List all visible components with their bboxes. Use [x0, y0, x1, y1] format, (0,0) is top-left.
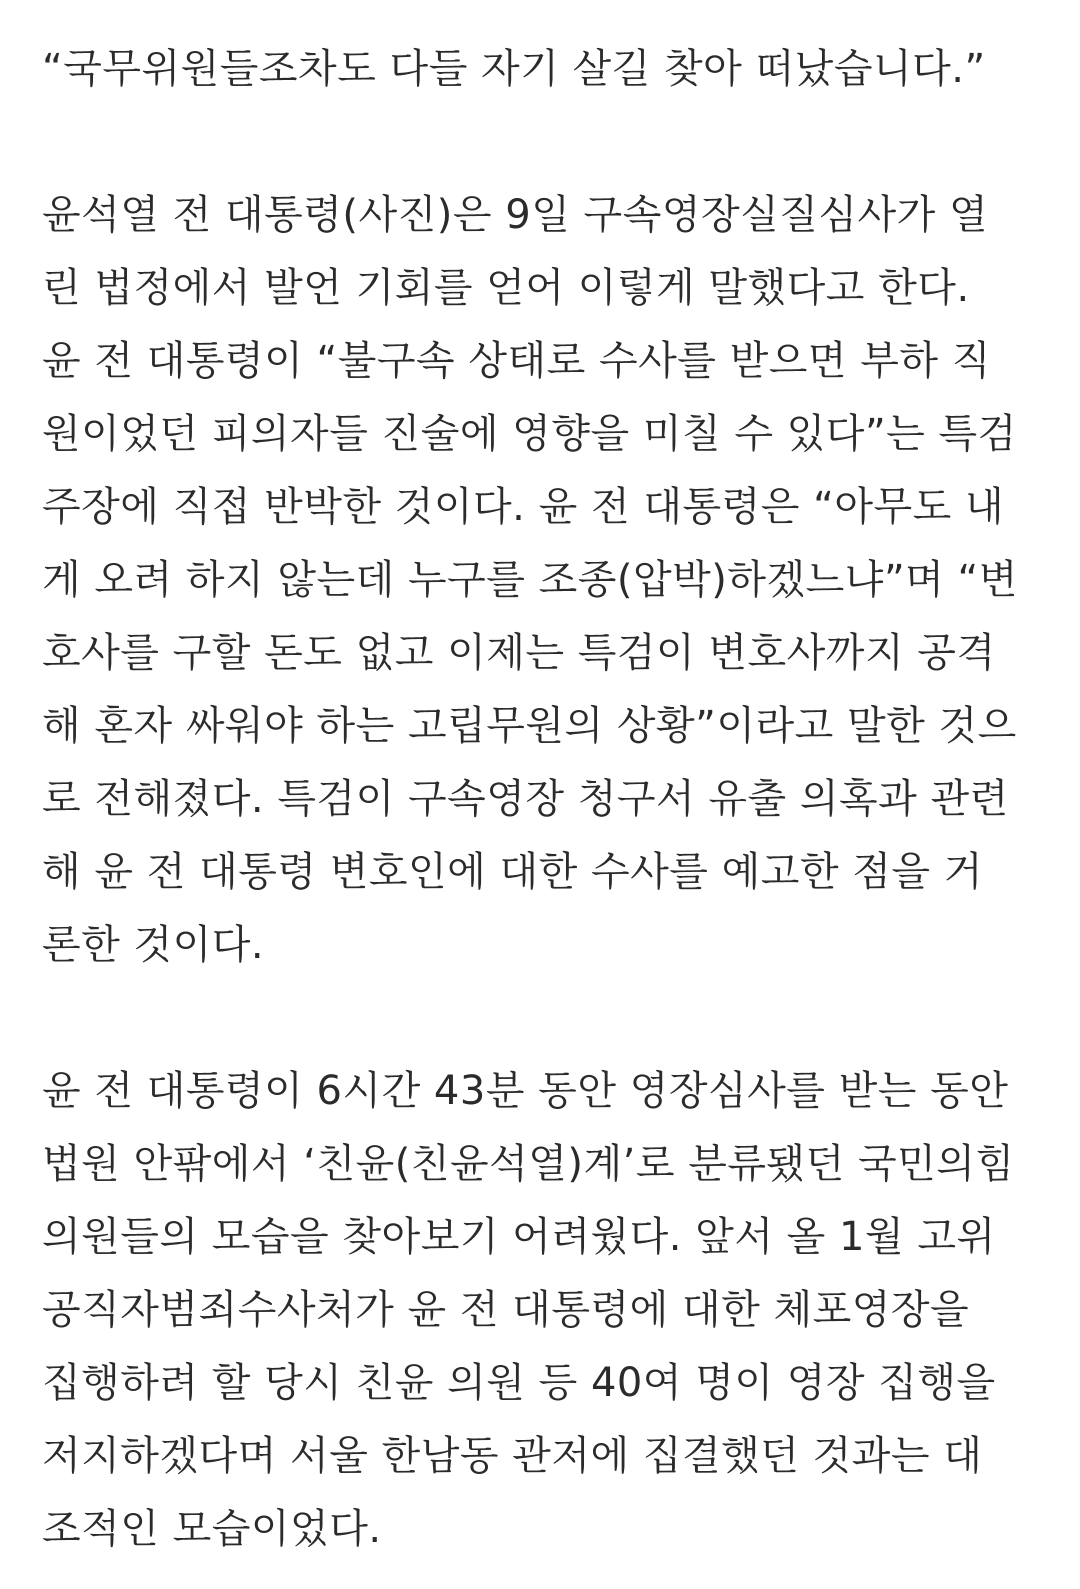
text-line: 원이었던 피의자들 진술에 영향을 미칠 수 있다”는 특검 — [42, 411, 1017, 457]
text-line: 로 전해졌다. 특검이 구속영장 청구서 유출 의혹과 관련 — [42, 776, 1009, 822]
text-line: 의원들의 모습을 찾아보기 어려웠다. 앞서 올 1월 고위 — [42, 1214, 996, 1260]
text-line: 윤석열 전 대통령(사진)은 9일 구속영장실질심사가 열 — [42, 192, 989, 238]
text-line: 린 법정에서 발언 기회를 얻어 이렇게 말했다고 한다. — [42, 265, 970, 311]
text-line: 저지하겠다며 서울 한남동 관저에 집결했던 것과는 대 — [42, 1433, 983, 1479]
text-line: 해 윤 전 대통령 변호인에 대한 수사를 예고한 점을 거 — [42, 849, 983, 895]
text-line: 법원 안팎에서 ‘친윤(친윤석열)계’로 분류됐던 국민의힘 — [42, 1141, 1015, 1187]
text-line: 주장에 직접 반박한 것이다. 윤 전 대통령은 “아무도 내 — [42, 484, 1005, 530]
text-line: 조적인 모습이었다. — [42, 1506, 382, 1552]
text-line: 윤 전 대통령이 6시간 43분 동안 영장심사를 받는 동안 — [42, 1068, 1009, 1114]
text-line: 집행하려 할 당시 친윤 의원 등 40여 명이 영장 집행을 — [42, 1360, 996, 1406]
text-line: “국무위원들조차도 다들 자기 살길 찾아 떠났습니다.” — [42, 46, 986, 92]
text-line: 해 혼자 싸워야 하는 고립무원의 상황”이라고 말한 것으 — [42, 703, 1017, 749]
text-line: 론한 것이다. — [42, 922, 265, 968]
text-line: 윤 전 대통령이 “불구속 상태로 수사를 받으면 부하 직 — [42, 338, 991, 384]
text-line: 게 오려 하지 않는데 누구를 조종(압박)하겠느냐”며 “변 — [42, 557, 1018, 603]
text-line: 호사를 구할 돈도 없고 이제는 특검이 변호사까지 공격 — [42, 630, 996, 676]
text-line: 공직자범죄수사처가 윤 전 대통령에 대한 체포영장을 — [42, 1287, 970, 1333]
